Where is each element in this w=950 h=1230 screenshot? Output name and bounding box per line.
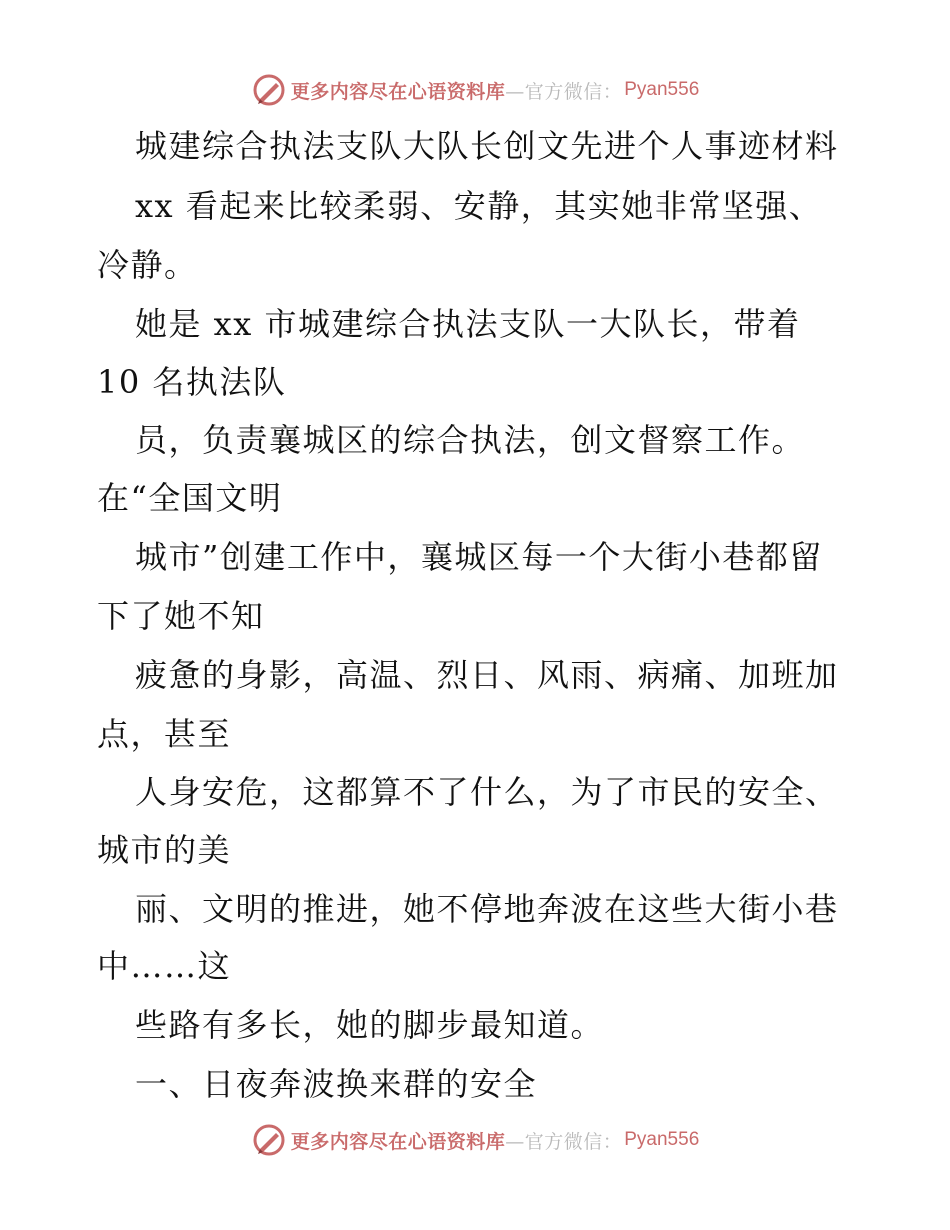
section-heading: 一、日夜奔波换来群的安全 xyxy=(135,1065,538,1103)
paragraph-line: 中……这 xyxy=(97,947,232,985)
paragraph-line: 在“全国文明 xyxy=(97,479,283,517)
banner-separator-text: —官方微信： xyxy=(505,80,623,103)
paragraph-line: 10 名执法队 xyxy=(97,363,287,401)
banner-main-text: 更多内容尽在心语资料库 xyxy=(290,80,506,103)
banner-separator-text: —官方微信： xyxy=(505,1130,623,1153)
paragraph-line: 下了她不知 xyxy=(97,597,265,635)
pen-logo-icon xyxy=(251,1122,287,1158)
document-title: 城建综合执法支队大队长创文先进个人事迹材料 xyxy=(135,127,839,165)
paragraph-line: 些路有多长，她的脚步最知道。 xyxy=(135,1006,605,1044)
paragraph-line: 丽、文明的推进，她不停地奔波在这些大街小巷 xyxy=(135,890,839,928)
paragraph-line: 冷静。 xyxy=(97,246,198,284)
paragraph-line: 员，负责襄城区的综合执法，创文督察工作。 xyxy=(135,421,806,459)
paragraph-line: 城市”创建工作中，襄城区每一个大街小巷都留 xyxy=(135,538,823,576)
paragraph-line: 疲惫的身影，高温、烈日、风雨、病痛、加班加 xyxy=(135,656,839,694)
paragraph-line: 她是 xx 市城建综合执法支队一大队长，带着 xyxy=(135,305,801,343)
banner-wechat-id: Pyan556 xyxy=(624,79,700,100)
paragraph-line: 点，甚至 xyxy=(97,715,232,753)
paragraph-line: xx 看起来比较柔弱、安静，其实她非常坚强、 xyxy=(135,187,823,225)
banner-main-text: 更多内容尽在心语资料库 xyxy=(290,1130,506,1153)
paragraph-line: 城市的美 xyxy=(97,831,232,869)
paragraph-line: 人身安危，这都算不了什么，为了市民的安全、 xyxy=(135,773,839,811)
footer-watermark-banner xyxy=(0,1120,950,1160)
banner-wechat-id: Pyan556 xyxy=(624,1129,700,1150)
